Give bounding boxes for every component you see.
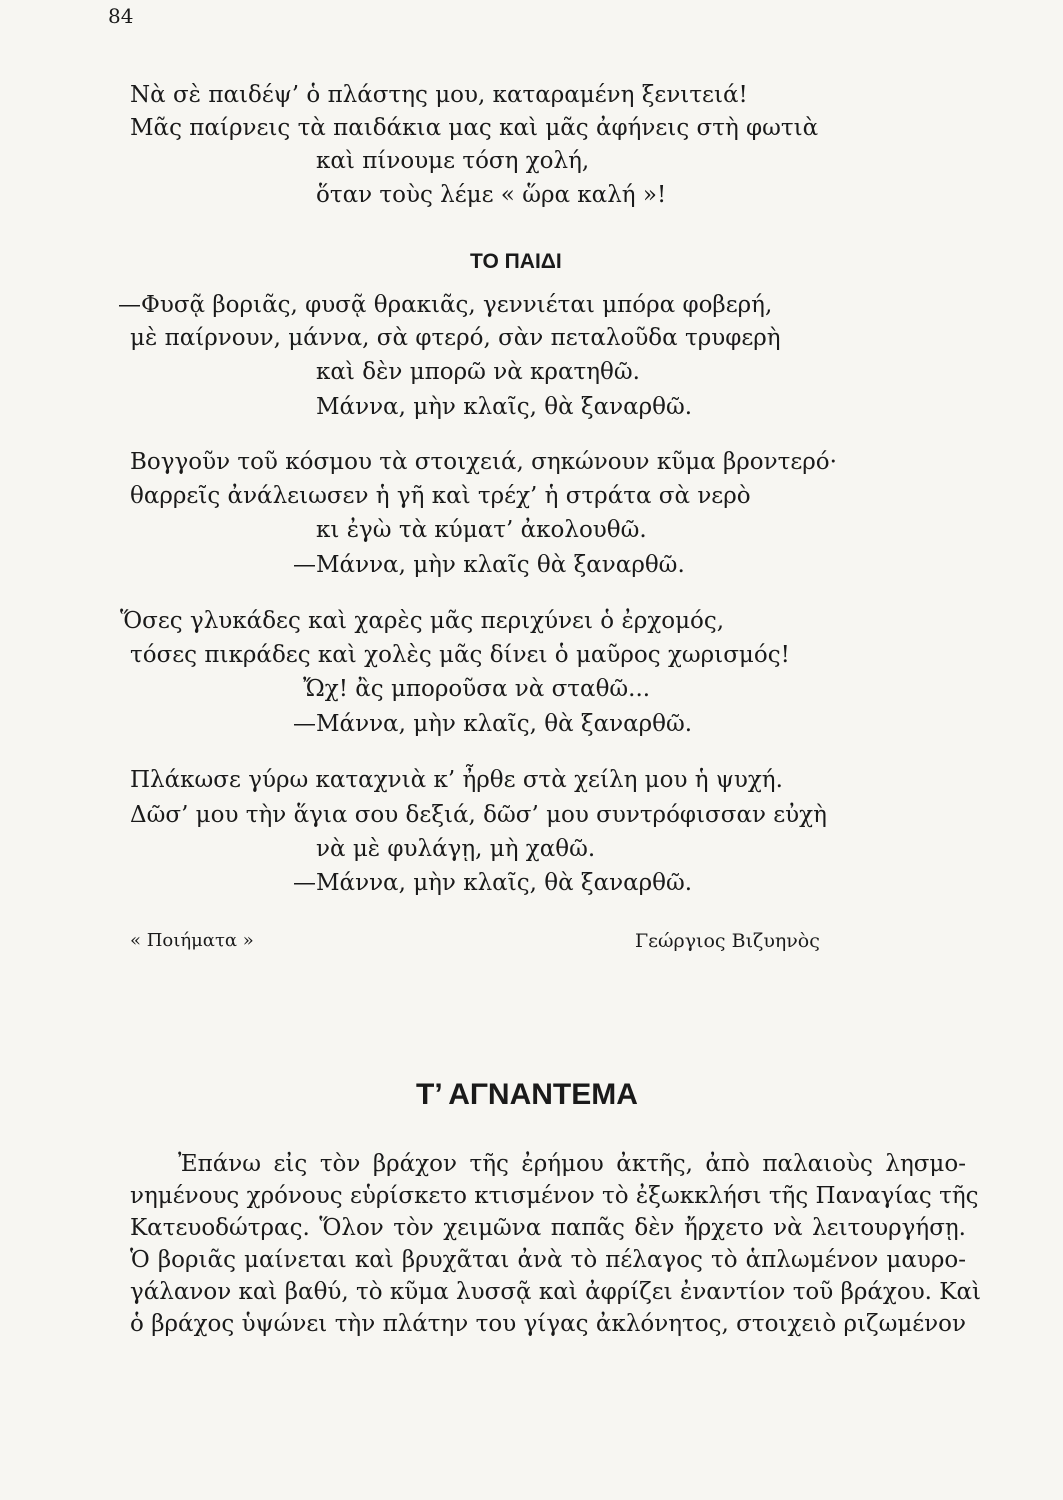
stanza4-line-2: Δῶσ’ μου τὴν ἅγια σου δεξιά, δῶσ’ μου συντρόφισσαν εὐχὴ bbox=[130, 802, 827, 828]
poem1-line-4: ὅταν τοὺς λέμε « ὥρα καλή »! bbox=[316, 182, 667, 208]
prose-line-6: ὁ βράχος ὑψώνει τὴν πλάτην του γίγας ἀκλόνητος, στοιχειὸ ριζωμένον bbox=[130, 1311, 966, 1337]
stanza2-line-4: —Μάννα, μὴν κλαῖς θὰ ξαναρθῶ. bbox=[293, 552, 685, 578]
stanza2-line-1: Βογγοῦν τοῦ κόσμου τὰ στοιχειά, σηκώνουν κῦμα βροντερό· bbox=[130, 449, 837, 475]
stanza3-line-4: —Μάννα, μὴν κλαῖς, θὰ ξαναρθῶ. bbox=[293, 711, 693, 737]
stanza1-line-3: καὶ δὲν μπορῶ νὰ κρατηθῶ. bbox=[316, 359, 640, 385]
prose-line-2: νημένους χρόνους εὑρίσκετο κτισμένον τὸ ἐξωκκλήσι τῆς Παναγίας τῆς bbox=[130, 1183, 979, 1209]
stanza4-line-4: —Μάννα, μὴν κλαῖς, θὰ ξαναρθῶ. bbox=[293, 870, 693, 896]
stanza1-line-1: —Φυσᾷ βοριᾶς, φυσᾷ θρακιᾶς, γεννιέται μπόρα φοβερή, bbox=[118, 292, 773, 318]
stanza4-line-3: νὰ μὲ φυλάγῃ, μὴ χαθῶ. bbox=[316, 836, 596, 862]
poem-author: Γεώργιος Βιζυηνὸς bbox=[635, 930, 820, 952]
stanza3-line-2: τόσες πικράδες καὶ χολὲς μᾶς δίνει ὁ μαῦρος χωρισμός! bbox=[130, 642, 790, 668]
poem1-line-1: Νὰ σὲ παιδέψ’ ὁ πλάστης μου, καταραμένη ξενιτειά! bbox=[130, 82, 748, 108]
stanza1-line-4: Μάννα, μὴν κλαῖς, θὰ ξαναρθῶ. bbox=[316, 394, 693, 420]
prose-line-3: Κατευοδώτρας. Ὅλον τὸν χειμῶνα παπᾶς δὲν ἤρχετο νὰ λειτουργήσῃ. bbox=[130, 1215, 966, 1241]
stanza3-line-3: Ὤχ! ἂς μποροῦσα νὰ σταθῶ... bbox=[303, 676, 651, 702]
poem1-line-3: καὶ πίνουμε τόση χολή, bbox=[316, 148, 590, 174]
prose-line-5: γάλανον καὶ βαθύ, τὸ κῦμα λυσσᾷ καὶ ἀφρίζει ἐναντίον τοῦ βράχου. Καὶ bbox=[130, 1279, 982, 1305]
stanza3-line-1: Ὅσες γλυκάδες καὶ χαρὲς μᾶς περιχύνει ὁ ἐρχομός, bbox=[120, 608, 725, 634]
stanza4-line-1: Πλάκωσε γύρω καταχνιὰ κ’ ἦρθε στὰ χείλη μου ἡ ψυχή. bbox=[130, 767, 783, 793]
poem-title: ΤΟ ΠΑΙΔΙ bbox=[470, 250, 562, 273]
prose-paragraph bbox=[130, 1148, 982, 1340]
poem-source: « Ποιήματα » bbox=[130, 930, 254, 951]
stanza2-line-2: θαρρεῖς ἀνάλειωσεν ἡ γῆ καὶ τρέχ’ ἡ στράτα σὰ νερὸ bbox=[130, 483, 751, 509]
prose-line-1: Ἐπάνω εἰς τὸν βράχον τῆς ἐρήμου ἀκτῆς, ἀπὸ παλαιοὺς λησμο- bbox=[178, 1151, 966, 1177]
stanza2-line-3: κι ἐγὼ τὰ κύματ’ ἀκολουθῶ. bbox=[316, 517, 647, 543]
section-title: Τ’ ΑΓΝΑΝΤΕΜΑ bbox=[416, 1078, 638, 1111]
stanza1-line-2: μὲ παίρνουν, μάννα, σὰ φτερό, σὰν πεταλοῦδα τρυφερὴ bbox=[130, 325, 781, 351]
prose-line-4: Ὁ βοριᾶς μαίνεται καὶ βρυχᾶται ἀνὰ τὸ πέλαγος τὸ ἁπλωμένον μαυρο- bbox=[130, 1247, 966, 1273]
poem1-line-2: Μᾶς παίρνεις τὰ παιδάκια μας καὶ μᾶς ἀφήνεις στὴ φωτιὰ bbox=[130, 115, 819, 141]
page-number: 84 bbox=[108, 4, 134, 28]
